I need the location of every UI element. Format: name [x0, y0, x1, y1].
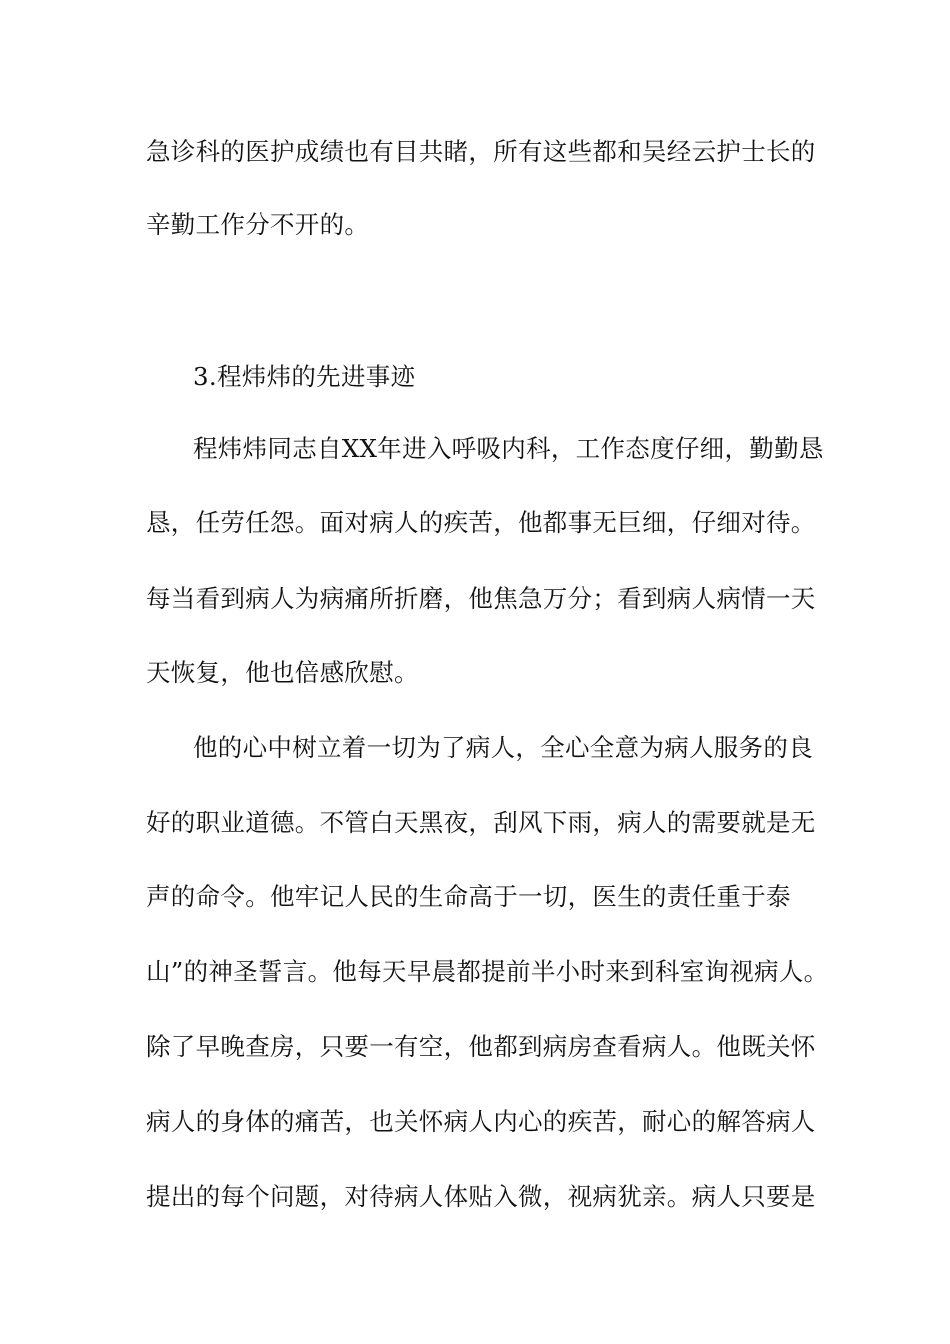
paragraph-line-11: 除了早晚查房，只要一有空，他都到病房查看病人。他既关怀: [146, 1032, 816, 1061]
paragraph-line-6: 天恢复，他也倍感欣慰。: [146, 658, 419, 687]
paragraph-line-12: 病人的身体的痛苦，也关怀病人内心的疾苦，耐心的解答病人: [146, 1107, 816, 1136]
paragraph-line-10: 山”的神圣誓言。他每天早晨都提前半小时来到科室询视病人。: [146, 957, 829, 986]
section-heading: 3.程炜炜的先进事迹: [193, 362, 416, 391]
paragraph-line-9: 声的命令。他牢记人民的生命高于一切，医生的责任重于泰: [146, 882, 791, 911]
paragraph-line-13: 提出的每个问题，对待病人体贴入微，视病犹亲。病人只要是: [146, 1182, 816, 1211]
paragraph-line-5: 每当看到病人为病痛所折磨，他焦急万分；看到病人病情一天: [146, 584, 816, 613]
paragraph-line-2: 辛勤工作分不开的。: [146, 210, 370, 239]
paragraph-line-4: 恳，任劳任怨。面对病人的疾苦，他都事无巨细，仔细对待。: [146, 508, 816, 537]
paragraph-line-1: 急诊科的医护成绩也有目共睹，所有这些都和吴经云护士长的: [146, 137, 816, 166]
paragraph-line-3: 程炜炜同志自XX年进入呼吸内科，工作态度仔细，勤勤恳: [193, 434, 824, 463]
paragraph-line-8: 好的职业道德。不管白天黑夜，刮风下雨，病人的需要就是无: [146, 808, 816, 837]
paragraph-line-7: 他的心中树立着一切为了病人，全心全意为病人服务的良: [193, 733, 813, 762]
